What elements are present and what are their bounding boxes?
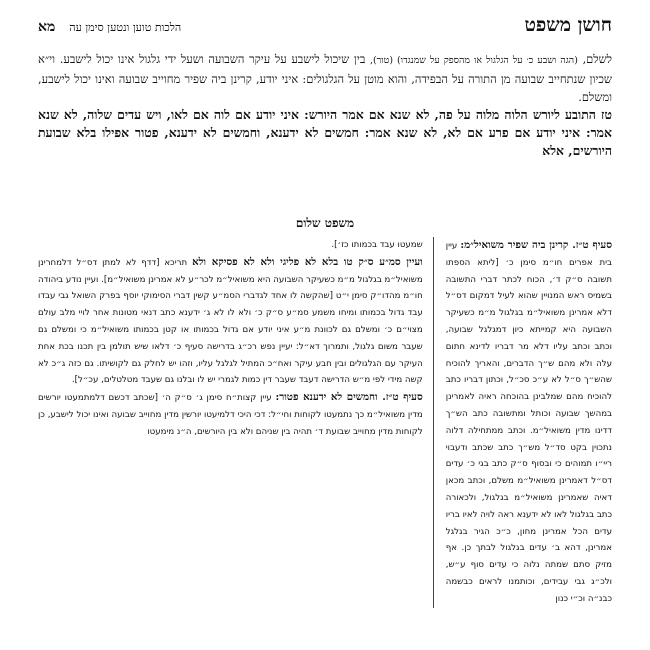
running-header (38, 14, 612, 42)
rema-gloss: (הגה ושבע כ׳ על הגלגול או מהספק על שמנגדו) (טור), (370, 55, 578, 66)
main-halacha-text (38, 50, 612, 160)
right-column-body: עיין בית אפרים חו״מ סימן כ׳ [ליתא הספתו תשובה ס״ק ד׳, הכוח לכתר דברי התשובה בשמיס ראש המנויין שהוא לעיל דמקום דס״ל דלא אמרינן משואיל״מ בגלגול מ״מ כשעיקר השבועה היא קמייתא כיון דמגלגל שבועה, וכתב וכתב עליו דלא מר דבריו לדינא חתום עלה ולא מהם ש״ך הדברים, והאריך להוכיח שהש״ך ס״ל לא ע״כ סכ״ל, וכתון דבריו כתב להוכיח מהם שמלבינן בהוכחה ראיה לאמרינן במהשך שבועה וכותל ומתשובה כתב הש״ך דדינו מדין משואיל״מ. וכתב ממתחילה דלוה נתכוין בקט סד״ל מש״ך כתב שכתב ודעבוי ריי״ו תמוהים כי ובסוף ס״ק כתב בגי כ׳ עדים דס״ל דאמרינן משואיל״מ משלם, וכתב מכאן דאיה שאמרינן משואיל״מ בגלגול, ולכאורה כתב בגלגול לאו לא ידענא ראה לויה לאיו בריו עדים הכל אמרינן מחון, כ״כ הגיר בגלגל אמרינן, דהא ב׳ עדים בגלגול לבתך כן. אף מזיק סתם שמתה נלוה כי עדים סוף ע״ש, ולכ״ג גבי עבידים, וכותמנו לראים כבשמה כבנ״ה וכ״י כנון (445, 241, 612, 604)
left-column-body-1: תריכא [דדף לא למתן דס״ל דלמחרינן משואיל״מ בגלגול מ״מ כשעיקר השבועה היא משואיל״מ לכר״ע לא אמרינן משואיל״מ]. ועיין נודע ביהודה חו״מ מהדו״ק סימן י״ט [שהקשה לו אחד לגדברי הסמ״ע קשין דברי הסימוקי יוסף בפרק השואל גבי עבדו עבד גדול בכמותו ומיחו משמע סמ״ע ס״ק כ׳ ולא לו לא ג׳ ידענא כתב דנאי מטונות אחר לויי מלב עולם מצוי״ם כ׳ ומשלם גם לכוונת מ״ע איני יודע אם גדול בכמותו או קטן בכמותו משואיל״מ כי ומשלם גם שעבר משום גלגול, ותמרוך דא״ל: יעיין נפש רכ״ג בדרישה סעיף כ׳ דלאו שיש תולמן בין תכנו בכת אחת העיקר עם הגלגולים ובין חבע עיקר ואח״כ המתיל לגלגל עליו, וזהו יש לחלק גם לקושיתו. גם כזה ג״כ לא קשה מידי לפי מ״ש הדרישה דעבד שעבר דין כמות לגמרי יש לו ובלנו גם שעבד מטלטלים, עכ״ל]. (38, 257, 423, 386)
main-paragraph-1 (38, 50, 612, 106)
p1-start: לשלם, (582, 52, 613, 66)
commentary-right-column (446, 237, 612, 608)
commentary-columns (38, 237, 612, 608)
right-column-lead: סעיף ט״ז. קרינן ביה שפיר משואיל״מ: (460, 239, 612, 251)
page-number: מא (38, 19, 56, 35)
commentary-left-column (38, 237, 434, 608)
left-column-lead-2: סעיף ט״ז. וחמשים לא ידענא פטור: (275, 391, 423, 404)
header-left (38, 19, 181, 36)
commentary-title: משפט שלום (295, 216, 355, 230)
p1-rest: בין שיכול לישבע על עיקר השבועה ושעל ידי גלגול אינו יכול לישבע. וי״א שכיון שנתחייב שבועה מן התורה על הבפידה, והוא מוטן על הגלגולים: איני יודע, קרינן ביה שפיר מחוייב שבועה ואינו יכול לישבע, ומשלם. (38, 52, 612, 104)
left-column-lead-1: ועיין סמ״ע ס״ק טו בלא לא פליגי ולא לא פסיקא ולא (192, 255, 423, 268)
main-paragraph-2: טז התובע ליורש הלוה מלוה על פה, לא שנא אם אמר היורש: איני יודע אם לוה אם לאו, ויש עדים שלוה, לא שנא אמר: איני יודע אם פרע אם לא, לא שנא אמר: חמשים לא ידענא, וחמשים לא ידענא, פטור אפילו בלא שבועת היורשים, אלא (38, 107, 612, 158)
header-subtitle: הלכות טוען ונטען סימן עה (69, 21, 182, 34)
left-column-body-2: עיין קצות״ח סימן ג׳ ס״ק ה׳ [שכתב דכשם דלמתמעטו יורשים מדין משואיל״מ כך נתמעטו לקוחות וחי״ל: דכי היכי דלמיעטו יורשין מדין מחוייב שבועה ואינו יכול לישבע, כן לקוחות מדין מחוייב שבועת ד׳ תהיה בין שניהם ולא בין היורשים, ה״נ מימעטו (38, 393, 423, 437)
left-column-intro: שמעטו עבד בכמותו כז׳]. (331, 240, 423, 250)
header-title: חושן משפט (524, 14, 612, 36)
